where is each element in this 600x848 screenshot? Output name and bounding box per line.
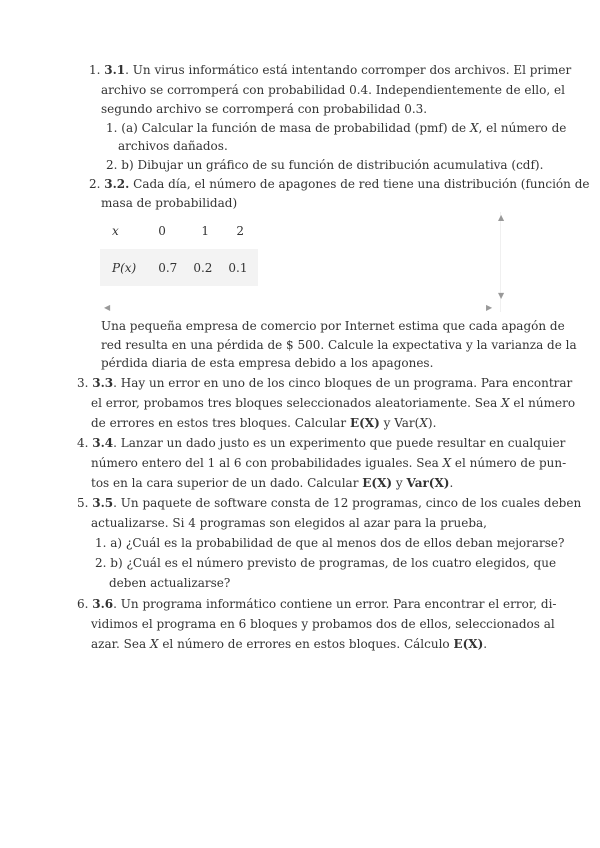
scroll-right-arrow-icon[interactable]: ▶ [486,303,493,312]
item-2-id: 3.2. [104,177,130,191]
item-3-line-3: de errores en estos tres bloques. Calcular E(X) y Var(X). [91,416,437,430]
item-1-number: 1. [89,63,101,77]
item-1-sub-a-line-1: 1. (a) Calcular la función de masa de probabilidad (pmf) de X, el número de [106,121,567,135]
item-1-sub-a-line-2: archivos dañados. [118,139,228,153]
item-6-id: 3.6 [92,597,114,611]
item-6-line-1: 6. 3.6. Un programa informático contiene un error. Para encontrar el error, di- [77,597,557,611]
item-2-line-4: red resulta en una pérdida de $ 500. Calcule la expectativa y la varianza de la [101,338,577,352]
item-5-sub-b-line-2: deben actualizarse? [109,576,231,590]
table-cell: 0.7 [158,260,178,275]
item-6-line-2: vidimos el programa en 6 bloques y probamos dos de ellos, seleccionados al [91,617,555,631]
item-3-id: 3.3 [92,376,114,390]
item-3-line-1: 3. 3.3. Hay un error en uno de los cinco bloques de un programa. Para encontrar [77,376,573,390]
table-cell: 0 [158,223,166,238]
item-2-number: 2. [89,177,101,191]
scroll-up-arrow-icon[interactable]: ▲ [498,213,505,222]
item-2-line-3: Una pequeña empresa de comercio por Internet estima que cada apagón de [101,319,565,333]
table-row-p [100,249,258,286]
item-4-line-2: número entero del 1 al 6 con probabilidades iguales. Sea X el número de pun- [91,456,567,470]
item-3-line-2: el error, probamos tres bloques seleccionados aleatoriamente. Sea X el número [91,396,576,410]
item-4-number: 4. [77,436,89,450]
table-header-x: x [112,223,119,238]
item-4-line-1: 4. 3.4. Lanzar un dado justo es un experimento que puede resultar en cualquier [77,436,566,450]
item-5-sub-a: 1. a) ¿Cuál es la probabilidad de que al menos dos de ellos deban mejorarse? [95,536,565,550]
table-cell: 0.1 [228,260,248,275]
pmf-table-scroll-container[interactable] [100,212,505,312]
table-cell: 2 [236,223,245,238]
scroll-down-arrow-icon[interactable]: ▼ [498,291,505,300]
table-row-x [100,212,258,249]
pmf-table [100,212,258,286]
item-1-line-3: segundo archivo se corromperá con probabilidad 0.3. [101,102,428,116]
item-6-number: 6. [77,597,89,611]
item-1-id: 3.1 [104,63,126,77]
item-5-number: 5. [77,496,89,510]
item-2-line-5: pérdida diaria de esta empresa debido a los apagones. [101,356,434,370]
item-3-number: 3. [77,376,89,390]
scroll-left-arrow-icon[interactable]: ◀ [104,303,111,312]
item-5-id: 3.5 [92,496,114,510]
item-4-id: 3.4 [92,436,114,450]
item-2-line-1: 2. 3.2. Cada día, el número de apagones de red tiene una distribución (función de [89,177,590,191]
item-6-line-3: azar. Sea X el número de errores en estos bloques. Cálculo E(X). [91,637,488,651]
item-2-line-2: masa de probabilidad) [101,196,238,210]
item-1-line-1: 1. 3.1. Un virus informático está intentando corromper dos archivos. El primer [89,63,572,77]
item-1-line-2: archivo se corromperá con probabilidad 0.4. Independientemente de ello, el [101,83,565,97]
item-4-line-3: tos en la cara superior de un dado. Calcular E(X) y Var(X). [91,476,454,490]
table-header-p: P(x) [112,260,137,275]
item-5-line-2: actualizarse. Si 4 programas son elegidos al azar para la prueba, [91,516,487,530]
item-5-line-1: 5. 3.5. Un paquete de software consta de 12 programas, cinco de los cuales deben [77,496,582,510]
item-5-sub-b-line-1: 2. b) ¿Cuál es el número previsto de programas, de los cuatro elegidos, que [95,556,557,570]
table-cell: 0.2 [193,260,213,275]
item-1-sub-b: 2. b) Dibujar un gráfico de su función de distribución acumulativa (cdf). [106,158,544,172]
table-cell: 1 [201,223,209,238]
